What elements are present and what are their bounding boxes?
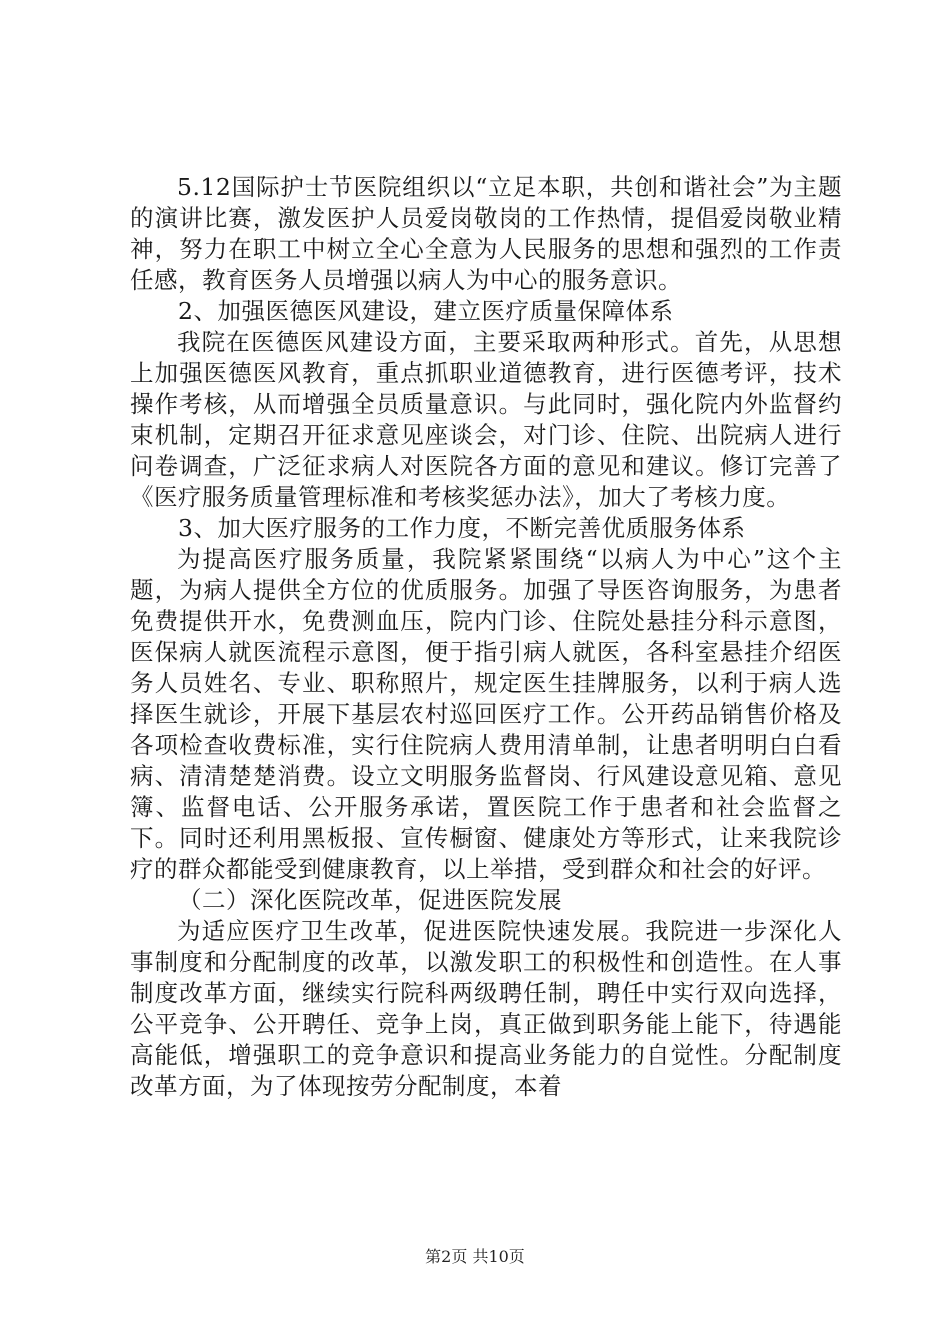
section-heading-service-system: 3、加大医疗服务的工作力度，不断完善优质服务体系 [178,514,746,542]
paragraph-nurses-day: 5.12国际护士节医院组织以“立足本职，共创和谐社会”为主题的演讲比赛，激发医护人员爱岗敬岗的工作热情，提倡爱岗敬业精神，努力在职工中树立全心全意为人民服务的思想和强烈的工作责任感，教育医务人员增强以病人为中心的服务意识。 [130,173,842,294]
paragraph-service-system: 为提高医疗服务质量，我院紧紧围绕“以病人为中心”这个主题，为病人提供全方位的优质服务。加强了导医咨询服务，为患者免费提供开水，免费测血压，院内门诊、住院处悬挂分科示意图，医保病人就医流程示意图，便于指引病人就医，各科室悬挂介绍医务人员姓名、专业、职称照片，规定医生挂牌服务，以利于病人选择医生就诊，开展下基层农村巡回医疗工作。公开药品销售价格及各项检查收费标准，实行住院病人费用清单制，让患者明明白白看病、清清楚楚消费。设立文明服务监督岗、行风建设意见箱、意见簿、监督电话、公开服务承诺，置医院工作于患者和社会监督之下。同时还利用黑板报、宣传橱窗、健康处方等形式，让来我院诊疗的群众都能受到健康教育，以上举措，受到群众和社会的好评。 [130,545,842,883]
page-number-footer: 第2页 共10页 [425,1247,525,1266]
section-heading-hospital-reform: （二）深化医院改革，促进医院发展 [178,886,562,914]
document-body [130,172,842,1102]
paragraph-medical-ethics: 我院在医德医风建设方面，主要采取两种形式。首先，从思想上加强医德医风教育，重点抓职业道德教育，进行医德考评，技术操作考核，从而增强全员质量意识。与此同时，强化院内外监督约束机制，定期召开征求意见座谈会，对门诊、住院、出院病人进行问卷调查，广泛征求病人对医院各方面的意见和建议。修订完善了《医疗服务质量管理标准和考核奖惩办法》，加大了考核力度。 [130,328,842,511]
paragraph-hospital-reform: 为适应医疗卫生改革，促进医院快速发展。我院进一步深化人事制度和分配制度的改革，以激发职工的积极性和创造性。在人事制度改革方面，继续实行院科两级聘任制，聘任中实行双向选择，公平竞争、公开聘任、竞争上岗，真正做到职务能上能下，待遇能高能低，增强职工的竞争意识和提高业务能力的自觉性。分配制度改革方面，为了体现按劳分配制度，本着 [130,917,842,1100]
section-heading-medical-ethics: 2、加强医德医风建设，建立医疗质量保障体系 [178,297,674,325]
